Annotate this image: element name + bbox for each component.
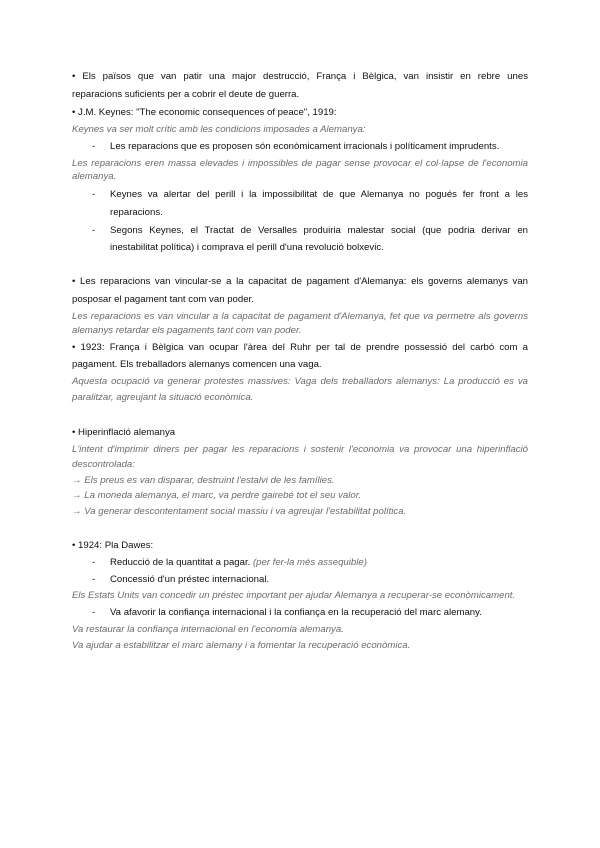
text-line: posposar el pagament tant com van poder. xyxy=(72,294,254,305)
text-line: • 1924: Pla Dawes: xyxy=(72,540,154,551)
text-line: Concessió d'un préstec internacional. xyxy=(110,574,270,585)
text-line: Va afavorir la confiança internacional i la confiança en la recuperació del marc alemany. xyxy=(110,607,482,618)
text-run: Reducció de la quantitat a pagar. xyxy=(110,557,251,568)
italic-note: alemanys retardar els pagaments tant com van poder. xyxy=(72,325,302,336)
dash-bullet: - xyxy=(92,141,96,152)
text-line: • Les reparacions van vincular-se a la capacitat de pagament d'Alemanya: els governs alemanys van xyxy=(72,276,528,287)
italic-note: Aquesta ocupació va generar protestes massives: Vaga dels treballadors alemanys: La producció es va xyxy=(72,376,528,387)
text-line: reparacions suficients per a cobrir el deute de guerra. xyxy=(72,89,300,100)
dash-bullet: - xyxy=(92,189,96,200)
arrow-note: → Els preus es van disparar, destruint l'estalvi de les famílies. xyxy=(72,475,335,486)
text-line: reparacions. xyxy=(110,207,163,218)
text-line: Les reparacions que es proposen són econòmicament irracionals i políticament imprudents. xyxy=(110,141,500,152)
italic-note: paralitzar, agreujant la situació econòmica. xyxy=(72,392,254,403)
italic-note: descontrolada: xyxy=(72,459,135,470)
text-line: • Hiperinflació alemanya xyxy=(72,427,176,438)
text-line: • 1923: França i Bèlgica van ocupar l'àrea del Ruhr per tal de prendre possessió del carbó com a xyxy=(72,342,528,353)
dash-bullet: - xyxy=(92,557,96,568)
dash-bullet: - xyxy=(92,607,96,618)
italic-note: Va restaurar la confiança internacional en l'economia alemanya. xyxy=(72,624,344,635)
italic-note: Les reparacions es van vincular a la capacitat de pagament d'Alemanya, fet que va permetre als governs xyxy=(72,311,528,322)
italic-note: Keynes va ser molt crític amb les condicions imposades a Alemanya: xyxy=(72,124,366,135)
italic-note: alemanya. xyxy=(72,171,117,182)
text-line: Segons Keynes, el Tractat de Versalles produiria malestar social (que podria derivar en xyxy=(110,225,528,236)
text-line: pagament. Els treballadors alemanys comencen una vaga. xyxy=(72,359,322,370)
text-line xyxy=(110,557,528,569)
arrow-note: → Va generar descontentament social massiu i va agreujar l'estabilitat política. xyxy=(72,506,407,517)
italic-note: Els Estats Units van concedir un préstec important per ajudar Alemanya a recuperar-se econòmicament. xyxy=(72,590,516,601)
italic-note: L'intent d'imprimir diners per pagar les reparacions i sostenir l'economia va provocar una hiperinflació xyxy=(72,444,528,455)
italic-note: Les reparacions eren massa elevades i impossibles de pagar sense provocar el col·lapse de l'economia xyxy=(72,158,528,169)
arrow-note: → La moneda alemanya, el marc, va perdre gairebé tot el seu valor. xyxy=(72,490,362,501)
text-line: Keynes va alertar del perill i la impossibilitat de que Alemanya no pogués fer front a les xyxy=(110,189,528,200)
dash-bullet: - xyxy=(92,574,96,585)
text-line: • Els països que van patir una major destrucció, França i Bèlgica, van insistir en rebre unes xyxy=(72,71,528,82)
parenthetical-note: (per fer-la més assequible) xyxy=(252,557,367,568)
text-line: • J.M. Keynes: "The economic consequences of peace", 1919: xyxy=(72,107,337,118)
text-line: inestabilitat política) i comprava el perill d'una revolució bolxevic. xyxy=(110,242,384,253)
italic-note: Va ajudar a estabilitzar el marc alemany i a fomentar la recuperació econòmica. xyxy=(72,640,411,651)
dash-bullet: - xyxy=(92,225,96,236)
